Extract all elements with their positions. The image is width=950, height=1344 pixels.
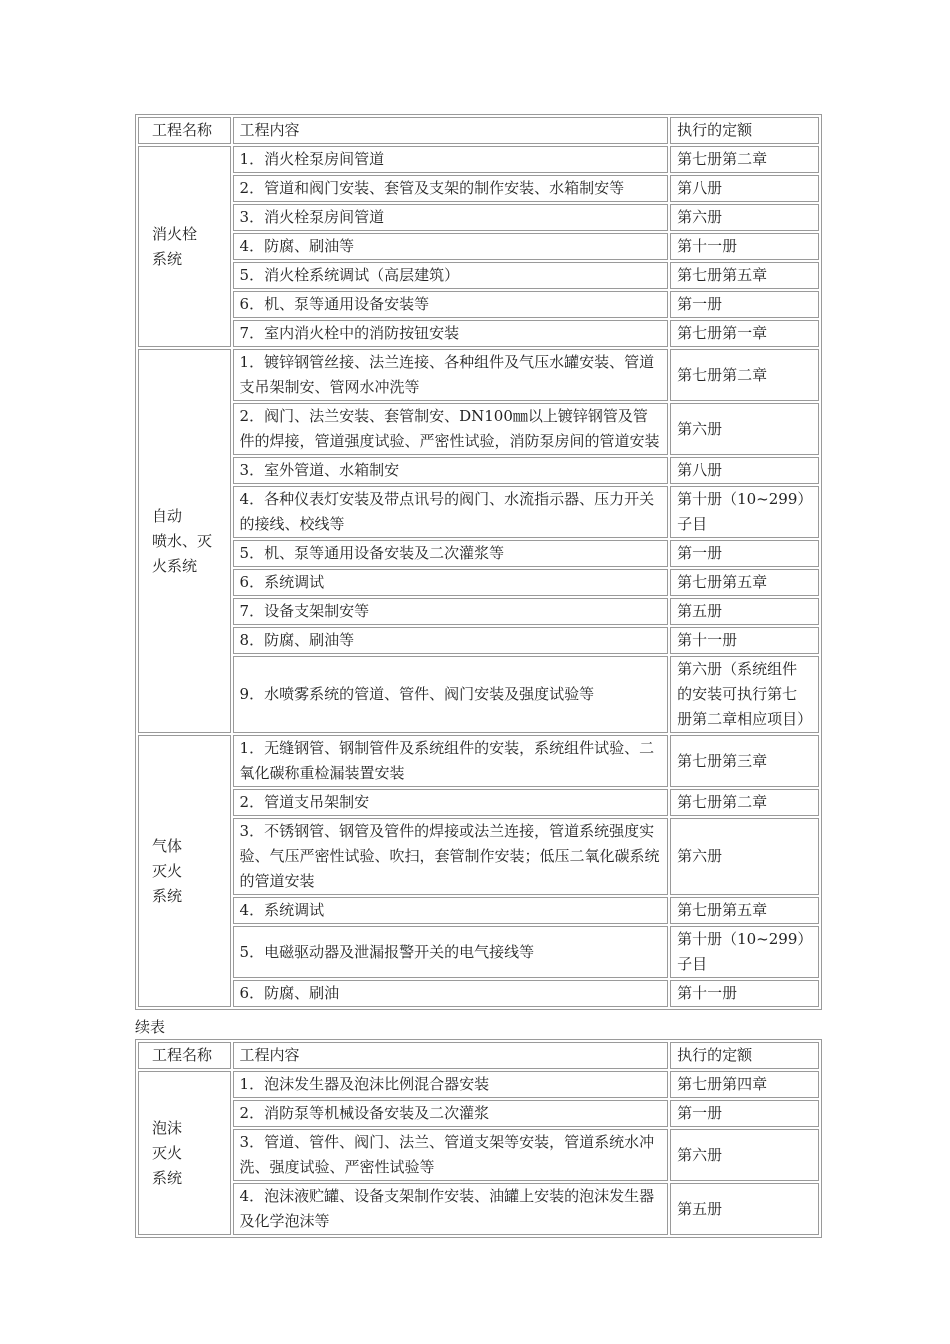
content-cell: 6．系统调试 xyxy=(233,569,669,596)
quota-cell: 第七册第五章 xyxy=(670,262,819,289)
table-row xyxy=(138,146,819,173)
content-cell: 6．机、泵等通用设备安装等 xyxy=(233,291,669,318)
table-row xyxy=(138,926,819,978)
table-row xyxy=(138,1129,819,1181)
project-name-line: 泡沫 xyxy=(152,1118,183,1137)
content-cell: 1．镀锌钢管丝接、法兰连接、各种组件及气压水罐安装、管道支吊架制安、管网水冲洗等 xyxy=(233,349,669,401)
table-row xyxy=(138,897,819,924)
project-name-line: 系统 xyxy=(152,1168,183,1187)
header-row xyxy=(138,1042,819,1069)
content-cell: 9．水喷雾系统的管道、管件、阀门安装及强度试验等 xyxy=(233,656,669,733)
content-cell: 7．设备支架制安等 xyxy=(233,598,669,625)
table-row xyxy=(138,320,819,347)
quota-cell: 第七册第二章 xyxy=(670,146,819,173)
quota-cell: 第七册第一章 xyxy=(670,320,819,347)
quota-cell: 第六册 xyxy=(670,1129,819,1181)
quota-cell: 第七册第四章 xyxy=(670,1071,819,1098)
content-cell: 4．各种仪表灯安装及带点讯号的阀门、水流指示器、压力开关的接线、校线等 xyxy=(233,486,669,538)
table-row xyxy=(138,349,819,401)
quota-cell: 第十一册 xyxy=(670,233,819,260)
content-cell: 5．机、泵等通用设备安装及二次灌浆等 xyxy=(233,540,669,567)
project-name-cell xyxy=(138,349,231,733)
table-row xyxy=(138,204,819,231)
content-cell: 6．防腐、刷油 xyxy=(233,980,669,1007)
table-body xyxy=(138,1071,819,1235)
header-project-content: 工程内容 xyxy=(233,117,669,144)
content-cell: 1．无缝钢管、钢制管件及系统组件的安装，系统组件试验、二氧化碳称重检漏装置安装 xyxy=(233,735,669,787)
quota-cell: 第七册第五章 xyxy=(670,569,819,596)
quota-cell: 第六册（系统组件的安装可执行第七册第二章相应项目） xyxy=(670,656,819,733)
content-cell: 3．消火栓泵房间管道 xyxy=(233,204,669,231)
project-name-cell xyxy=(138,146,231,347)
quota-cell: 第一册 xyxy=(670,1100,819,1127)
content-cell: 4．泡沫液贮罐、设备支架制作安装、油罐上安装的泡沫发生器及化学泡沫等 xyxy=(233,1183,669,1235)
project-name-line: 消火栓 xyxy=(152,224,198,243)
project-name-line: 灭火 xyxy=(152,1143,183,1162)
content-cell: 7．室内消火栓中的消防按钮安装 xyxy=(233,320,669,347)
header-quota: 执行的定额 xyxy=(670,1042,819,1069)
table-row xyxy=(138,233,819,260)
project-name-line: 喷水、灭 xyxy=(152,531,213,550)
table-row xyxy=(138,1071,819,1098)
quota-cell: 第八册 xyxy=(670,175,819,202)
content-cell: 2．消防泵等机械设备安装及二次灌浆 xyxy=(233,1100,669,1127)
table-row xyxy=(138,1100,819,1127)
header-project-name: 工程名称 xyxy=(138,1042,231,1069)
content-cell: 2．管道和阀门安装、套管及支架的制作安装、水箱制安等 xyxy=(233,175,669,202)
table-body xyxy=(138,146,819,1007)
content-cell: 2．管道支吊架制安 xyxy=(233,789,669,816)
content-cell: 1．泡沫发生器及泡沫比例混合器安装 xyxy=(233,1071,669,1098)
quota-cell: 第七册第三章 xyxy=(670,735,819,787)
table-row xyxy=(138,540,819,567)
table-row xyxy=(138,403,819,455)
content-cell: 3．室外管道、水箱制安 xyxy=(233,457,669,484)
project-name-cell xyxy=(138,1071,231,1235)
content-cell: 4．防腐、刷油等 xyxy=(233,233,669,260)
project-name-cell xyxy=(138,735,231,1007)
table-row xyxy=(138,291,819,318)
continued-label: 续表 xyxy=(135,1018,166,1036)
quota-cell: 第七册第二章 xyxy=(670,349,819,401)
content-cell: 4．系统调试 xyxy=(233,897,669,924)
table-row xyxy=(138,627,819,654)
table-row xyxy=(138,980,819,1007)
table-row xyxy=(138,735,819,787)
content-cell: 1．消火栓泵房间管道 xyxy=(233,146,669,173)
quota-cell: 第十一册 xyxy=(670,980,819,1007)
quota-table-continued xyxy=(135,1039,822,1238)
quota-cell: 第十册（10~299）子目 xyxy=(670,926,819,978)
quota-cell: 第一册 xyxy=(670,540,819,567)
header-project-content: 工程内容 xyxy=(233,1042,669,1069)
table-header xyxy=(138,1042,819,1069)
table-row xyxy=(138,569,819,596)
table-row xyxy=(138,175,819,202)
quota-cell: 第十册（10~299）子目 xyxy=(670,486,819,538)
content-cell: 2．阀门、法兰安装、套管制安、DN100㎜以上镀锌钢管及管件的焊接，管道强度试验、严密性试验，消防泵房间的管道安装 xyxy=(233,403,669,455)
quota-cell: 第五册 xyxy=(670,598,819,625)
header-row xyxy=(138,117,819,144)
table-row xyxy=(138,1183,819,1235)
quota-table-main xyxy=(135,114,822,1010)
project-name-line: 气体 xyxy=(152,836,183,855)
content-cell: 5．电磁驱动器及泄漏报警开关的电气接线等 xyxy=(233,926,669,978)
table-row xyxy=(138,789,819,816)
quota-cell: 第六册 xyxy=(670,818,819,895)
quota-cell: 第五册 xyxy=(670,1183,819,1235)
project-name-line: 灭火 xyxy=(152,861,183,880)
table-header xyxy=(138,117,819,144)
quota-cell: 第一册 xyxy=(670,291,819,318)
quota-cell: 第十一册 xyxy=(670,627,819,654)
project-name-line: 系统 xyxy=(152,886,183,905)
content-cell: 3．管道、管件、阀门、法兰、管道支架等安装，管道系统水冲洗、强度试验、严密性试验等 xyxy=(233,1129,669,1181)
quota-cell: 第八册 xyxy=(670,457,819,484)
table-row xyxy=(138,818,819,895)
quota-cell: 第七册第五章 xyxy=(670,897,819,924)
quota-cell: 第六册 xyxy=(670,403,819,455)
project-name-line: 自动 xyxy=(152,506,183,525)
table-row xyxy=(138,457,819,484)
table-row xyxy=(138,262,819,289)
content-cell: 5．消火栓系统调试（高层建筑） xyxy=(233,262,669,289)
table-row xyxy=(138,486,819,538)
table-row xyxy=(138,656,819,733)
quota-cell: 第六册 xyxy=(670,204,819,231)
project-name-line: 火系统 xyxy=(152,556,198,575)
header-project-name: 工程名称 xyxy=(138,117,231,144)
quota-cell: 第七册第二章 xyxy=(670,789,819,816)
content-cell: 8．防腐、刷油等 xyxy=(233,627,669,654)
project-name-line: 系统 xyxy=(152,249,183,268)
header-quota: 执行的定额 xyxy=(670,117,819,144)
content-cell: 3．不锈钢管、钢管及管件的焊接或法兰连接，管道系统强度实验、气压严密性试验、吹扫，套管制作安装；低压二氧化碳系统的管道安装 xyxy=(233,818,669,895)
table-row xyxy=(138,598,819,625)
